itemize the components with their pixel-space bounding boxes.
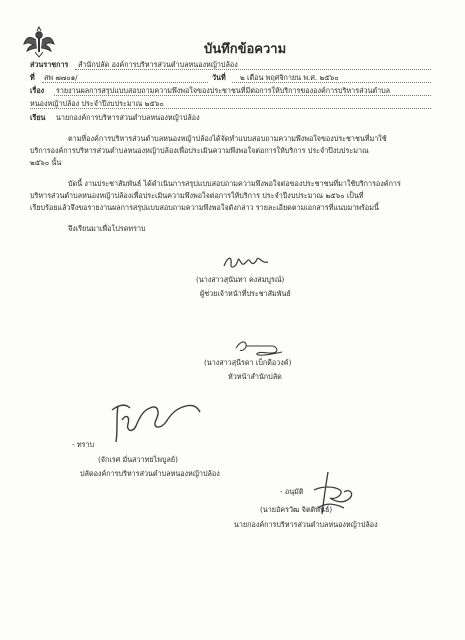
closing-text: จึงเรียนมาเพื่อโปรดทราบ <box>68 224 146 233</box>
signer2-title: หัวหน้าสำนักปลัด <box>228 372 282 381</box>
ref-label: ที่ <box>30 73 35 82</box>
subject-line-2: หนองหญ้าปล้อง ประจำปีงบประมาณ ๒๕๖๐ <box>30 99 164 108</box>
para1-line2: บริการองค์การบริหารส่วนตำบลหนองหญ้าปล้องเพื่อประเมินความพึงพอใจต่อการให้บริการ ประจำปีงบประมาณ <box>30 146 369 155</box>
date-value: ๒ เดือน พฤศจิกายน พ.ศ. ๒๕๖๐ <box>240 73 339 82</box>
dept-label: ส่วนราชการ <box>30 60 69 69</box>
dept-value: สำนักปลัด องค์การบริหารส่วนตำบลหนองหญ้าปล้อง <box>78 60 238 69</box>
signer1-name: (นางสาวสุนันทา คงสมบูรณ์) <box>196 275 285 284</box>
signer4-title: นายกองค์การบริหารส่วนตำบลหนองหญ้าปล้อง <box>234 520 378 529</box>
signature-2 <box>232 336 288 358</box>
para2-line3: เรียบร้อยแล้วจึงขอรายงานผลการสรุปแบบสอบถามความพึงพอใจดังกล่าว รายละเอียดตามเอกสารที่แนบมาพร้อมนี้ <box>30 203 379 212</box>
ref-value: สพ ๗๗๐๑/ <box>44 73 78 82</box>
subject-underline-1 <box>54 95 431 96</box>
para1-line3: ๒๕๖๐ นั้น <box>30 158 62 167</box>
signer3-name: (จักเรศ มั่นสวาทยไพบูลย์) <box>98 455 178 464</box>
signature-3 <box>104 390 204 450</box>
dept-underline <box>75 69 431 70</box>
date-underline <box>232 82 431 83</box>
to-value: นายกองค์การบริหารส่วนตำบลหนองหญ้าปล้อง <box>56 113 200 122</box>
signer4-prefix: - อนุมัติ <box>280 487 304 496</box>
signer3-prefix: - ทราบ <box>72 440 95 449</box>
para2-line2: บริหารส่วนตำบลหนองหญ้าปล้องเพื่อประเมินความพึงพอใจต่อการให้บริการ ประจำปีงบประมาณ ๒๕๖๐ เป็นที่ <box>30 191 364 200</box>
signer2-name: (นางสาวสุนีรดา เบ็กดีอวงค์) <box>204 358 292 367</box>
garuda-emblem-icon <box>22 25 56 59</box>
subject-label: เรื่อง <box>30 86 45 95</box>
to-label: เรียน <box>30 113 46 122</box>
signer3-title: ปลัดองค์การบริหารส่วนตำบลหนองหญ้าปล้อง <box>80 469 220 478</box>
para1-line1: ตามที่องค์การบริหารส่วนตำบลหนองหญ้าปล้องได้จัดทำแบบสอบถามความพึงพอใจของประชาชนที่มาใช้ <box>68 134 387 143</box>
ref-underline <box>42 82 208 83</box>
signer1-title: ผู้ช่วยเจ้าหน้าที่ประชาสัมพันธ์ <box>200 289 291 298</box>
subject-underline-2 <box>30 108 431 109</box>
subject-line-1: รายงานผลการสรุปแบบสอบถามความพึงพอใจของประชาชนที่มีต่อการให้บริการขององค์การบริหารส่วนตำบล <box>56 86 391 95</box>
signature-1 <box>222 252 270 272</box>
date-label: วันที่ <box>212 73 226 82</box>
signer4-name: (นายอัครวัฒ จิตติพันธ์) <box>260 505 333 514</box>
memo-title: บันทึกข้อความ <box>204 42 287 57</box>
para2-line1: บัดนี้ งานประชาสัมพันธ์ ได้ดำเนินการสรุปแบบสอบถามความพึงพอใจต่อของประชาชนที่มาใช้บริการองค์การ <box>68 179 401 188</box>
